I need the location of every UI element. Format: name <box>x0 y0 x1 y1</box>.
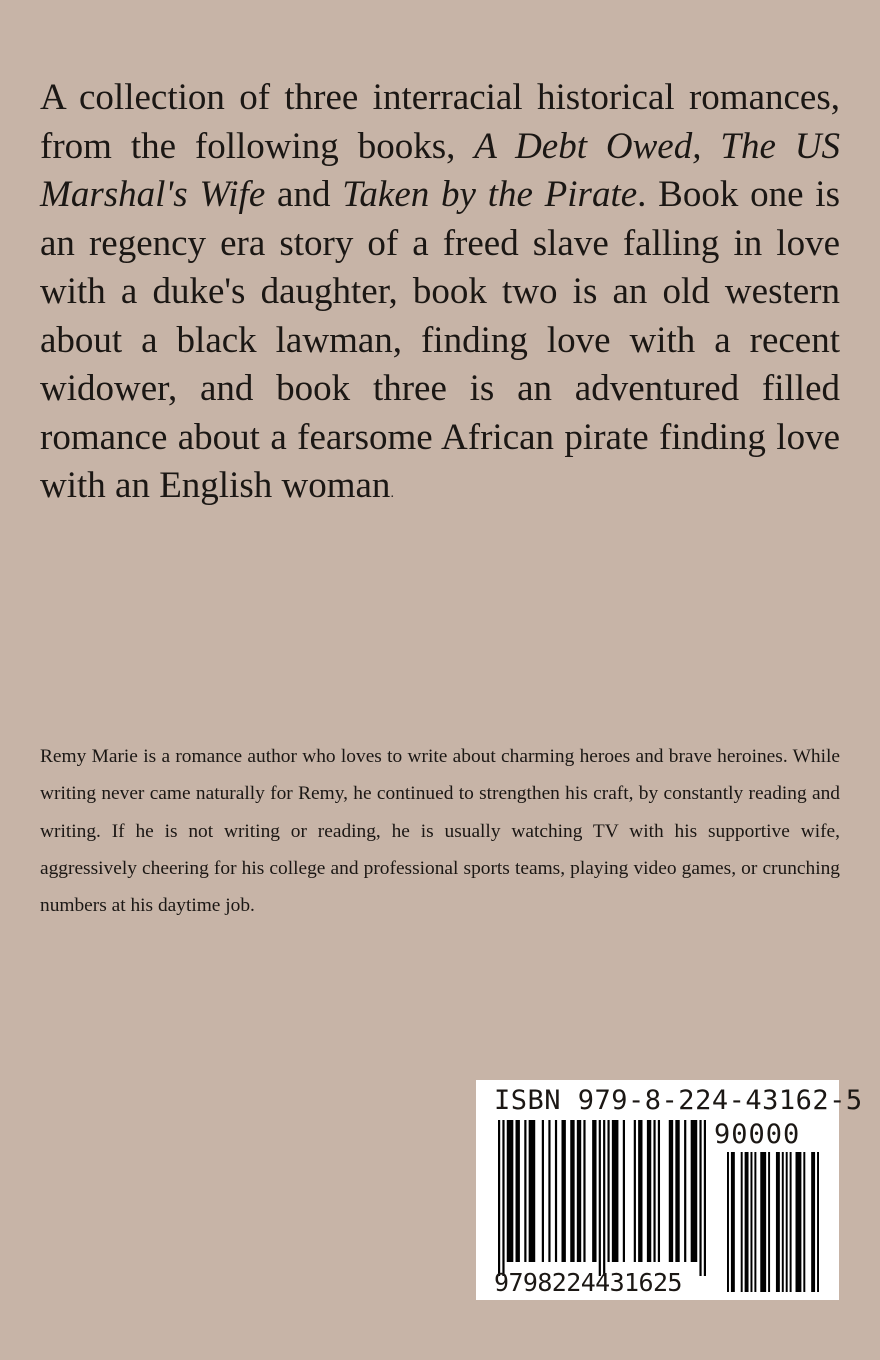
barcode-bar <box>669 1120 673 1262</box>
barcode-bar <box>684 1120 686 1262</box>
barcode-bar <box>811 1152 815 1292</box>
price-code: 90000 <box>714 1119 801 1150</box>
barcode-bar <box>498 1120 500 1276</box>
barcode-bar <box>507 1120 514 1262</box>
synopsis-body: . Book one is an regency era story of a freed slave falling in love with a duke's daughter, book two is an old western about a black lawman, finding love with a recent widower, and book three is an adventured filled romance about a fearsome African pirate finding love with an English woman <box>40 174 840 506</box>
barcode-bar <box>653 1120 655 1262</box>
barcode-bar <box>803 1152 805 1292</box>
synopsis-end-mark: . <box>390 486 394 501</box>
barcode-bar <box>592 1120 596 1262</box>
barcode-bar <box>529 1120 536 1262</box>
addon-barcode-bars <box>727 1152 819 1292</box>
barcode-bar <box>548 1120 550 1262</box>
synopsis-text <box>40 74 840 519</box>
barcode-bar <box>768 1152 770 1292</box>
barcode-bar <box>658 1120 660 1262</box>
barcode-bar <box>502 1120 504 1276</box>
barcode-bar <box>741 1152 743 1292</box>
barcode-bar <box>524 1120 526 1262</box>
barcode-bar <box>776 1152 780 1292</box>
ean-digits: 9798224431625 <box>494 1268 682 1297</box>
barcode-bar <box>704 1120 706 1276</box>
barcode-bar <box>555 1120 557 1262</box>
barcode-bar <box>796 1152 802 1292</box>
isbn-barcode <box>476 1080 863 1300</box>
barcode-bar <box>607 1120 609 1262</box>
synopsis-and: and <box>265 174 343 215</box>
barcode-bar <box>691 1120 698 1262</box>
barcode-bar <box>516 1120 520 1262</box>
barcode-bar <box>542 1120 544 1262</box>
barcode-bar <box>612 1120 619 1262</box>
barcode-bar <box>817 1152 819 1292</box>
barcode-bar <box>699 1120 701 1276</box>
barcode-bar <box>577 1120 581 1262</box>
barcode-bar <box>727 1152 729 1292</box>
barcode-bar <box>731 1152 735 1292</box>
book-title-3: Taken by the Pirate <box>342 174 638 215</box>
barcode-bar <box>647 1120 651 1262</box>
barcode-bar <box>570 1120 574 1262</box>
isbn-label: ISBN 979-8-224-43162-5 <box>494 1085 863 1116</box>
barcode-bar <box>638 1120 642 1262</box>
barcode-bar <box>754 1152 756 1292</box>
barcode-bar <box>786 1152 788 1292</box>
barcode-bar <box>599 1120 601 1276</box>
barcode-bar <box>790 1152 792 1292</box>
barcode-bar <box>634 1120 636 1262</box>
barcode-bar <box>623 1120 625 1262</box>
barcode-bar <box>561 1120 565 1262</box>
barcode-bar <box>750 1152 752 1292</box>
ean-barcode-bars <box>498 1120 706 1276</box>
barcode-bar <box>675 1120 679 1262</box>
synopsis-intro: A collection of three interracial historical romances, from the following books, <box>40 77 840 167</box>
barcode-bar <box>603 1120 605 1276</box>
book-titles-1-2: A Debt Owed, The US Marshal's Wife <box>40 125 840 215</box>
barcode-bar <box>760 1152 766 1292</box>
barcode-bar <box>745 1152 749 1292</box>
barcode-bar <box>782 1152 784 1292</box>
barcode-bar <box>583 1120 585 1262</box>
author-bio: Remy Marie is a romance author who loves to write about charming heroes and brave heroines. While writing never came naturally for Remy, he continued to strengthen his craft, by constantly reading and writing. If he is not writing or reading, he is usually watching TV with his supportive wife, aggressively cheering for his college and professional sports teams, playing video games, or crunching numbers at his daytime job. <box>40 746 840 917</box>
